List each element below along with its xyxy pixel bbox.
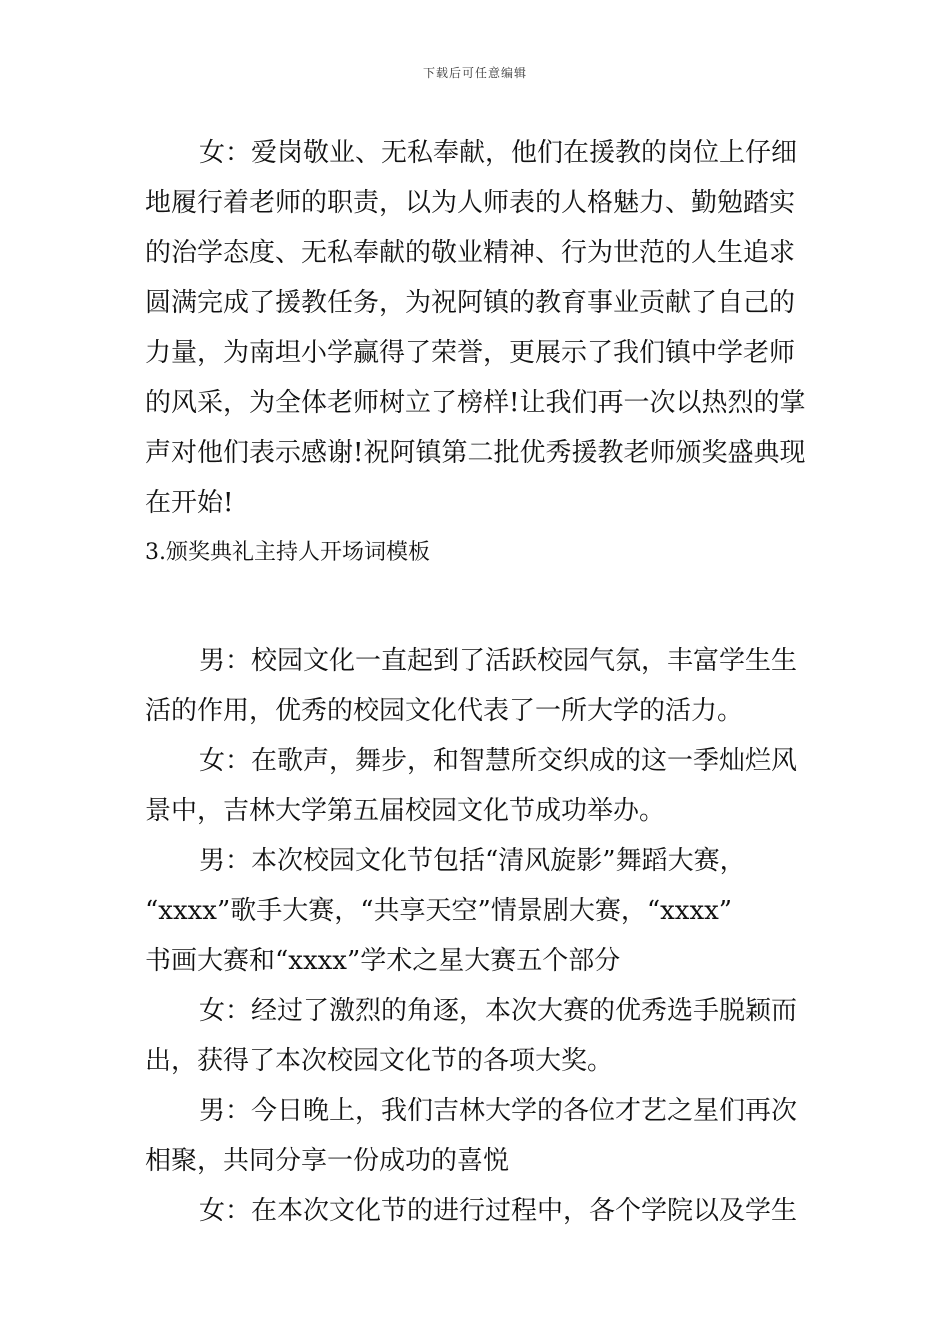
section-heading: 3.颁奖典礼主持人开场词模板: [145, 540, 430, 565]
paragraph-line: 力量，为南坦小学赢得了荣誉，更展示了我们镇中学老师: [145, 338, 796, 368]
paragraph-line: 的治学态度、无私奉献的敬业精神、行为世范的人生追求: [145, 238, 796, 268]
paragraph-line: “xxxx”歌手大赛，“共享天空”情景剧大赛，“xxxx”: [145, 896, 733, 926]
paragraph-line: 女：爱岗敬业、无私奉献，他们在援教的岗位上仔细: [199, 138, 798, 168]
paragraph-line: 景中，吉林大学第五届校园文化节成功举办。: [145, 796, 666, 826]
paragraph-line: 出，获得了本次校园文化节的各项大奖。: [145, 1046, 614, 1076]
paragraph-line: 相聚，共同分享一份成功的喜悦: [145, 1146, 510, 1176]
intro-paragraphs: [145, 128, 810, 528]
paragraph-line: 男：校园文化一直起到了活跃校园气氛，丰富学生生: [199, 646, 798, 676]
paragraph: [145, 986, 810, 1086]
paragraph-line: 圆满完成了援教任务，为祝阿镇的教育事业贡献了自己的: [145, 288, 796, 318]
paragraph-line: 女：在歌声，舞步，和智慧所交织成的这一季灿烂风: [199, 746, 798, 776]
paragraph-line: 男：本次校园文化节包括“清风旋影”舞蹈大赛，: [199, 846, 746, 876]
paragraph-line: 女：经过了激烈的角逐，本次大赛的优秀选手脱颖而: [199, 996, 798, 1026]
script-paragraphs: [145, 636, 810, 1236]
paragraph: [145, 836, 810, 986]
paragraph: [145, 736, 810, 836]
paragraph-line: 的风采，为全体老师树立了榜样!让我们再一次以热烈的掌: [145, 388, 806, 418]
paragraph: [145, 1186, 810, 1236]
paragraph: [145, 128, 810, 528]
spacer: [145, 578, 810, 636]
page-header: 下载后可任意编辑: [422, 66, 527, 80]
paragraph-line: 活的作用，优秀的校园文化代表了一所大学的活力。: [145, 696, 744, 726]
paragraph-line: 地履行着老师的职责，以为人师表的人格魅力、勤勉踏实: [145, 188, 796, 218]
paragraph-line: 女：在本次文化节的进行过程中，各个学院以及学生: [199, 1196, 798, 1226]
paragraph-line: 男：今日晚上，我们吉林大学的各位才艺之星们再次: [199, 1096, 798, 1126]
paragraph-line: 书画大赛和“xxxx”学术之星大赛五个部分: [145, 946, 621, 976]
paragraph-line: 在开始!: [145, 488, 234, 518]
paragraph: [145, 636, 810, 736]
document-body: [145, 128, 810, 1236]
paragraph: [145, 1086, 810, 1186]
paragraph-line: 声对他们表示感谢!祝阿镇第二批优秀援教老师颁奖盛典现: [145, 438, 806, 468]
